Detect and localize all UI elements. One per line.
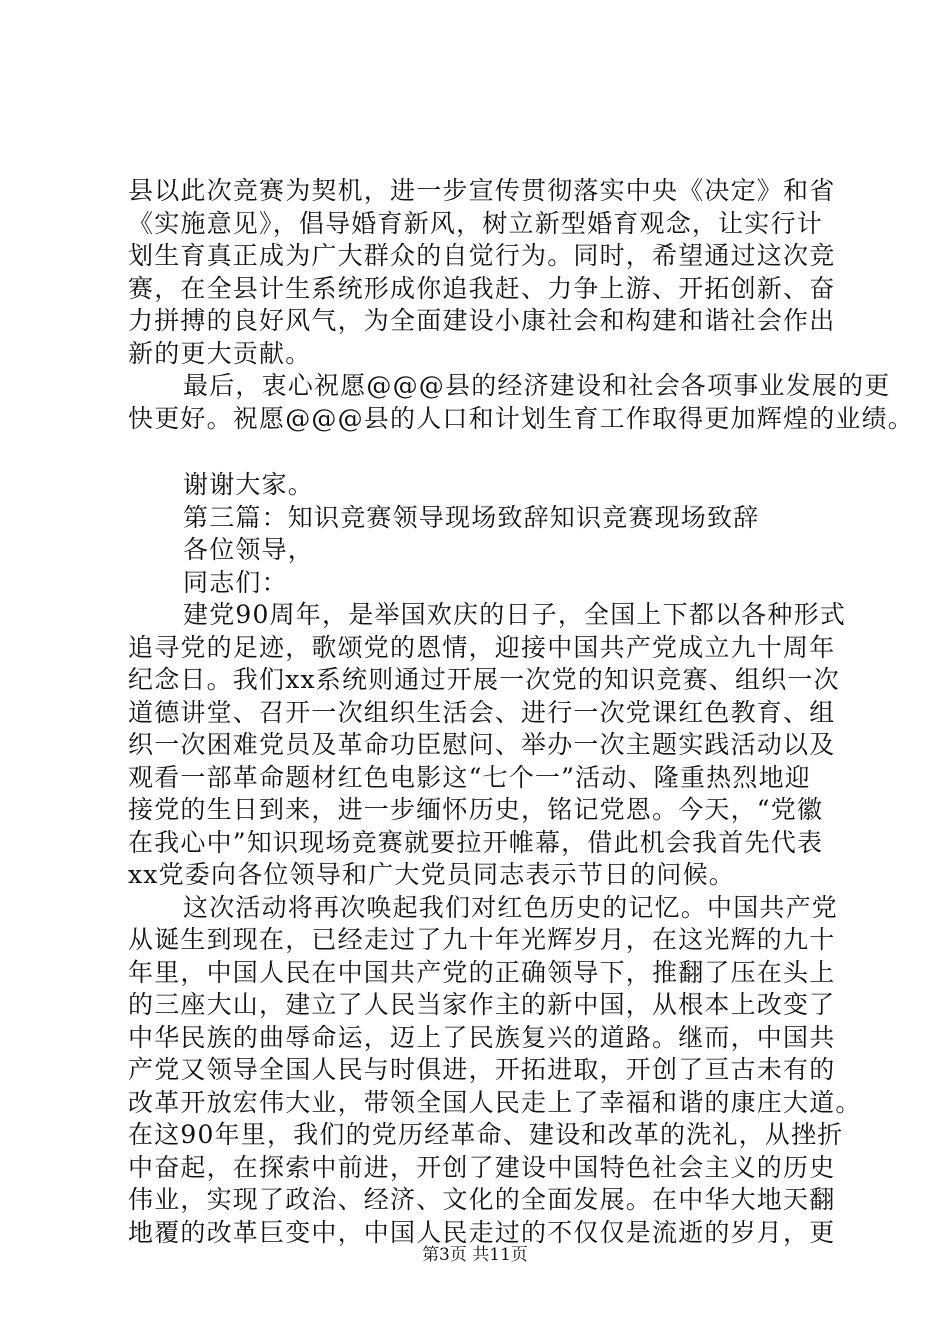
text-line: 县以此次竞赛为契机，进一步宣传贯彻落实中央《决定》和省 <box>128 176 836 205</box>
text-line: 接党的生日到来，进一步缅怀历史，铭记党恩。今天，“党徽 <box>128 795 824 824</box>
section-title: 第三篇：知识竞赛领导现场致辞知识竞赛现场致辞 <box>183 502 760 532</box>
paragraph-4 <box>128 892 862 1250</box>
text-line: 中奋起，在探索中前进，开创了建设中国特色社会主义的历史 <box>128 1152 836 1182</box>
text-line: 年里，中国人民在中国共产党的正确领导下，推翻了压在头上 <box>128 957 836 987</box>
text-line: 纪念日。我们xx系统则通过开展一次党的知识竞赛、组织一次 <box>128 665 840 694</box>
text-line: 产党又领导全国人民与时俱进，开拓进取，开创了亘古未有的 <box>128 1055 836 1084</box>
text-line: 力拼搏的良好风气，为全面建设小康社会和构建和谐社会作出 <box>128 306 836 335</box>
text-line: 追寻党的足迹，歌颂党的恩情，迎接中国共产党成立九十周年 <box>128 632 836 662</box>
text-line: 从诞生到现在，已经走过了九十年光辉岁月，在这光辉的九十 <box>128 925 836 954</box>
paragraph-gap <box>128 435 838 469</box>
paragraph-2 <box>128 370 915 435</box>
text-line: 伟业，实现了政治、经济、文化的全面发展。在中华大地天翻 <box>128 1185 836 1214</box>
greeting-comrades: 同志们： <box>183 567 288 597</box>
thanks-line: 谢谢大家。 <box>183 470 315 499</box>
text-line: 的三座大山，建立了人民当家作主的新中国，从根本上改变了 <box>128 990 836 1019</box>
text-line: 这次活动将再次唤起我们对红色历史的记忆。中国共产党 <box>183 892 839 922</box>
paragraph-3 <box>128 599 847 892</box>
text-line: 织一次困难党员及革命功臣慰问、举办一次主题实践活动以及 <box>128 730 836 759</box>
text-line: 观看一部革命题材红色电影这“七个一”活动、隆重热烈地迎 <box>128 762 811 792</box>
text-line: 改革开放宏伟大业，带领全国人民走上了幸福和谐的康庄大道。 <box>128 1087 862 1117</box>
text-line: 在我心中”知识现场竞赛就要拉开帷幕，借此机会我首先代表 <box>128 827 824 857</box>
text-line: 快更好。祝愿@@@县的人口和计划生育工作取得更加辉煌的业绩。 <box>128 403 915 433</box>
text-line: 最后，衷心祝愿@@@县的经济建设和社会各项事业发展的更 <box>183 371 891 400</box>
text-line: 新的更大贡献。 <box>128 338 312 368</box>
paragraph-1 <box>128 175 838 370</box>
text-line: 划生育真正成为广大群众的自觉行为。同时，希望通过这次竞 <box>128 241 836 270</box>
page-number-footer: 第3页 共11页 <box>422 1245 528 1265</box>
greeting-leaders: 各位领导， <box>183 535 315 564</box>
text-line: 《实施意见》，倡导婚育新风，树立新型婚育观念，让实行计 <box>128 208 823 238</box>
text-line: 赛，在全县计生系统形成你追我赶、力争上游、开拓创新、奋 <box>128 273 836 303</box>
text-line: 道德讲堂、召开一次组织生活会、进行一次党课红色教育、组 <box>128 697 836 727</box>
text-line: 地覆的改革巨变中，中国人民走过的不仅仅是流逝的岁月，更 <box>128 1217 836 1247</box>
text-line: 在这90年里，我们的党历经革命、建设和改革的洗礼，从挫折 <box>128 1120 844 1149</box>
text-line: xx党委向各位领导和广大党员同志表示节日的问候。 <box>128 860 736 889</box>
text-line: 建党90周年，是举国欢庆的日子，全国上下都以各种形式 <box>183 600 847 629</box>
text-line: 中华民族的曲辱命运，迈上了民族复兴的道路。继而，中国共 <box>128 1022 836 1052</box>
document-page <box>128 175 915 1249</box>
